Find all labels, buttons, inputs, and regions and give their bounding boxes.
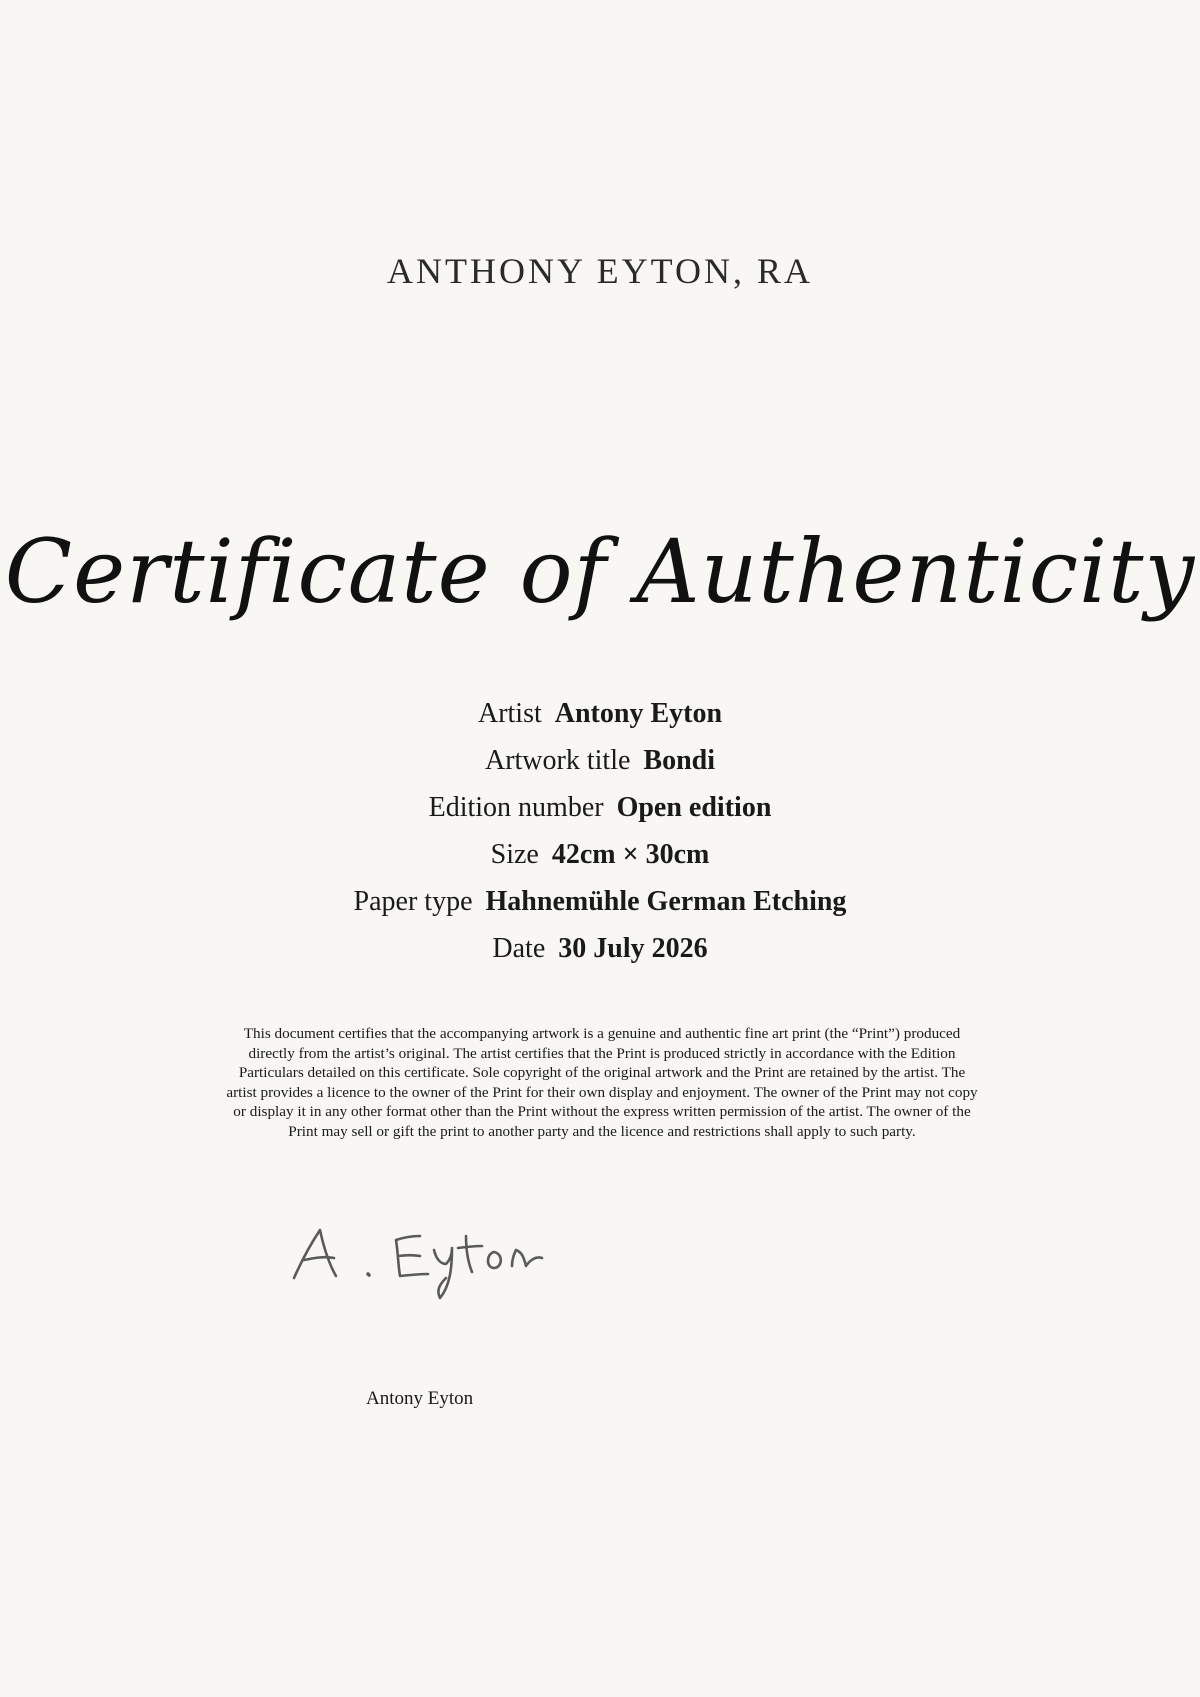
- certificate-title: Certificate of Authenticity: [4, 520, 1196, 623]
- detail-label: Paper type: [353, 886, 473, 917]
- detail-value: Bondi: [643, 745, 716, 776]
- detail-row-edition-number: [0, 784, 1200, 831]
- detail-label: Date: [492, 933, 546, 964]
- detail-value: Antony Eyton: [554, 698, 723, 729]
- detail-row-size: [0, 831, 1200, 878]
- detail-value: 42cm × 30cm: [551, 839, 710, 870]
- detail-row-paper-type: [0, 878, 1200, 925]
- detail-row-artwork-title: [0, 737, 1200, 784]
- detail-label: Size: [490, 839, 539, 870]
- detail-value: 30 July 2026: [558, 933, 708, 964]
- signer-name: Antony Eyton: [366, 1388, 474, 1409]
- artist-header: ANTHONY EYTON, RA: [387, 251, 813, 291]
- detail-value: Hahnemühle German Etching: [485, 886, 847, 917]
- detail-label: Edition number: [428, 792, 604, 823]
- detail-row-artist: [0, 690, 1200, 737]
- detail-row-date: [0, 925, 1200, 972]
- detail-value: Open edition: [616, 792, 772, 823]
- handwritten-signature: [290, 1220, 570, 1320]
- detail-label: Artist: [477, 698, 542, 729]
- detail-label: Artwork title: [484, 745, 631, 776]
- edition-details: [0, 690, 1200, 972]
- legal-statement: This document certifies that the accompanying artwork is a genuine and authentic fine art print (the “Print”) produced directly from the artist’s original. The artist certifies that the Print is produced strictly in accordance with the Edition Particulars detailed on this certificate. Sole copyright of the original artwork and the Print are retained by the artist. The artist provides a licence to the owner of the Print for their own display and enjoyment. The owner of the Print may not copy or display it in any other format other than the Print without the express written permission of the artist. The owner of the Print may sell or gift the print to another party and the licence and restrictions shall apply to such party.: [226, 1025, 978, 1140]
